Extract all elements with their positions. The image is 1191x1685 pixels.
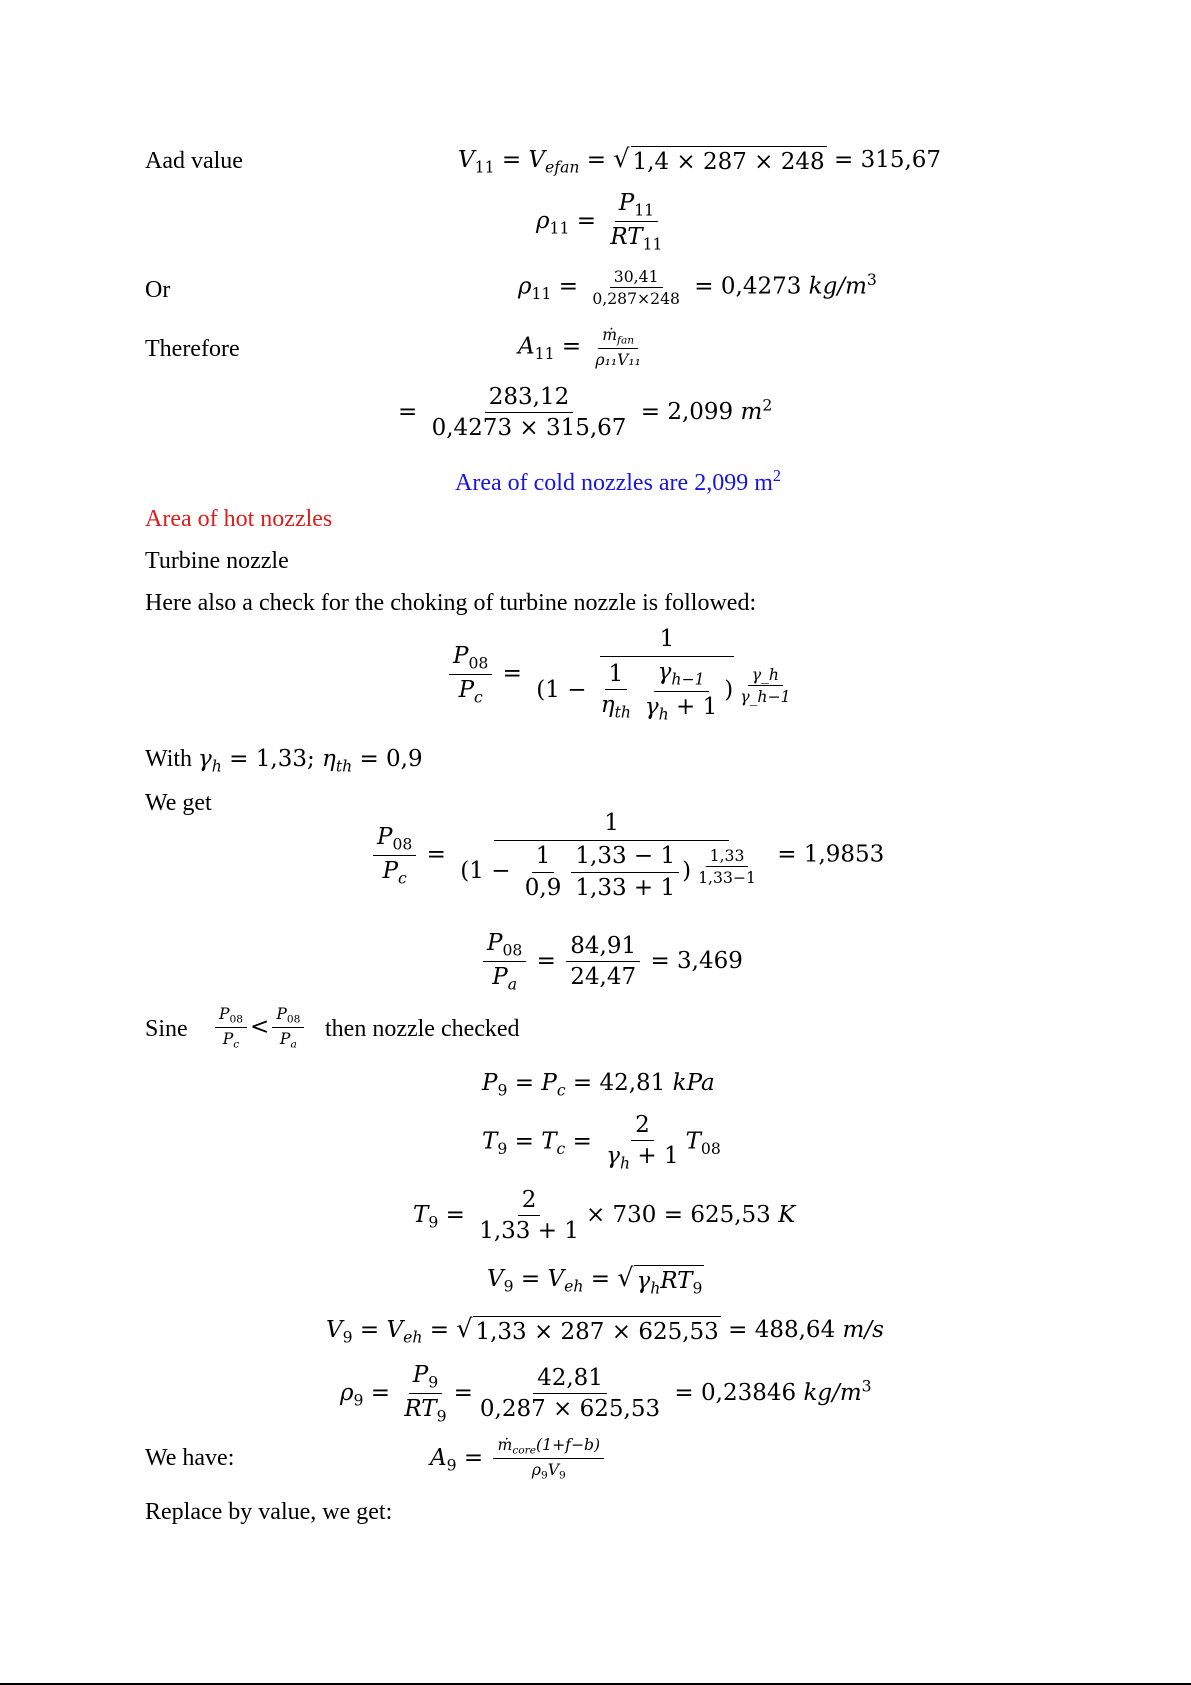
equation-a9: $A_9$ = $\frac{ṁ_{core}(1+f-b)}{\rho_9V_9}$	[430, 1436, 607, 1482]
equation-p08-pa-ratio: $\frac{P_{08}}{P_a}$ = $\frac{84,91}{24,47}$ = 3,469	[480, 930, 743, 994]
label-or: Or	[145, 277, 171, 303]
label-we-have: We have:	[145, 1445, 235, 1471]
label-nozzle-checked: then nozzle checked	[325, 1016, 520, 1042]
inequality-pressure-ratios: $\frac{P_{08}}{P_c}$ < $\frac{P_{08}}{P_a}$	[212, 1005, 307, 1051]
equation-t9-value: $T_9$ = $\frac{2}{1,33 + 1}$ × 730 = 625,53 K	[413, 1187, 796, 1245]
equation-rho11-definition: $\rho_{11}$ = $\frac{P_{11}}{RT_{11}}$	[536, 190, 663, 254]
result-cold-nozzle-area: Area of cold nozzles are 2,099 $m^2$	[455, 466, 782, 496]
gamma-eta-values: With $\gamma_h = 1,33$; $\eta_{th} = 0,9$	[145, 746, 423, 776]
equation-choking-general: $\frac{P_{08}}{P_c}$ = 1 (1 − $\frac{1}{\eta_{th}}$ $\frac{\gamma_{h-1}}{\gamma_h + 1}$ ) $\frac{\gamma\_h}{\gamma\_h-1}$	[446, 626, 805, 723]
equation-a11-value: = $\frac{283,12}{0,4273 \times 315,67}$ = 2,099 $m^2$	[398, 384, 773, 442]
label-aad-value: Aad value	[145, 148, 243, 174]
equation-rho11-value: $\rho_{11}$ = $\frac{30,41}{0,287\times 248}$ = 0,4273 $kg/m^3$	[518, 266, 877, 309]
paragraph-choking-check: Here also a check for the choking of turbine nozzle is followed:	[145, 590, 757, 616]
equation-v9-definition: $V_9 = V_{eh}$ = √ $\gamma_hRT_9$	[487, 1265, 704, 1302]
equation-rho9: $\rho_9$ = $\frac{P_9}{RT_9}$ = $\frac{42,81}{0,287 \times 625,53}$ = 0,23846 $kg/m^3$	[340, 1362, 872, 1426]
equation-t9-definition: $T_9 = T_c$ = $\frac{2}{\gamma_h + 1}$ $T_{08}$	[482, 1112, 721, 1173]
label-sine: Sine	[145, 1016, 188, 1042]
subheading-turbine-nozzle: Turbine nozzle	[145, 548, 289, 574]
paragraph-replace-values: Replace by value, we get:	[145, 1499, 393, 1525]
equation-p9: $P_9 = P_c = 42,81$ kPa	[482, 1070, 715, 1100]
section-heading-hot-nozzles: Area of hot nozzles	[145, 506, 333, 532]
equation-a11-definition: $A_{11}$ = $\frac{ṁ_{fan}}{\text{ρ₁₁V₁₁}}$	[518, 325, 641, 370]
equation-v9-value: $V_9 = V_{eh}$ = √ 1,33 × 287 × 625,53 = 488,64 m/s	[326, 1314, 884, 1347]
label-we-get: We get	[145, 790, 212, 816]
equation-choking-numeric: $\frac{P_{08}}{P_c}$ = 1 (1 − $\frac{1}{0,9}$ $\frac{1,33 - 1}{1,33 + 1}$ ) $\frac{1,33}{1,33-1}$ = 1,9853	[370, 810, 884, 901]
label-therefore: Therefore	[145, 336, 240, 362]
equation-v11: $V_{11} = V_{efan}$ = √ 1,4 × 287 × 248 = 315,67	[458, 144, 942, 177]
